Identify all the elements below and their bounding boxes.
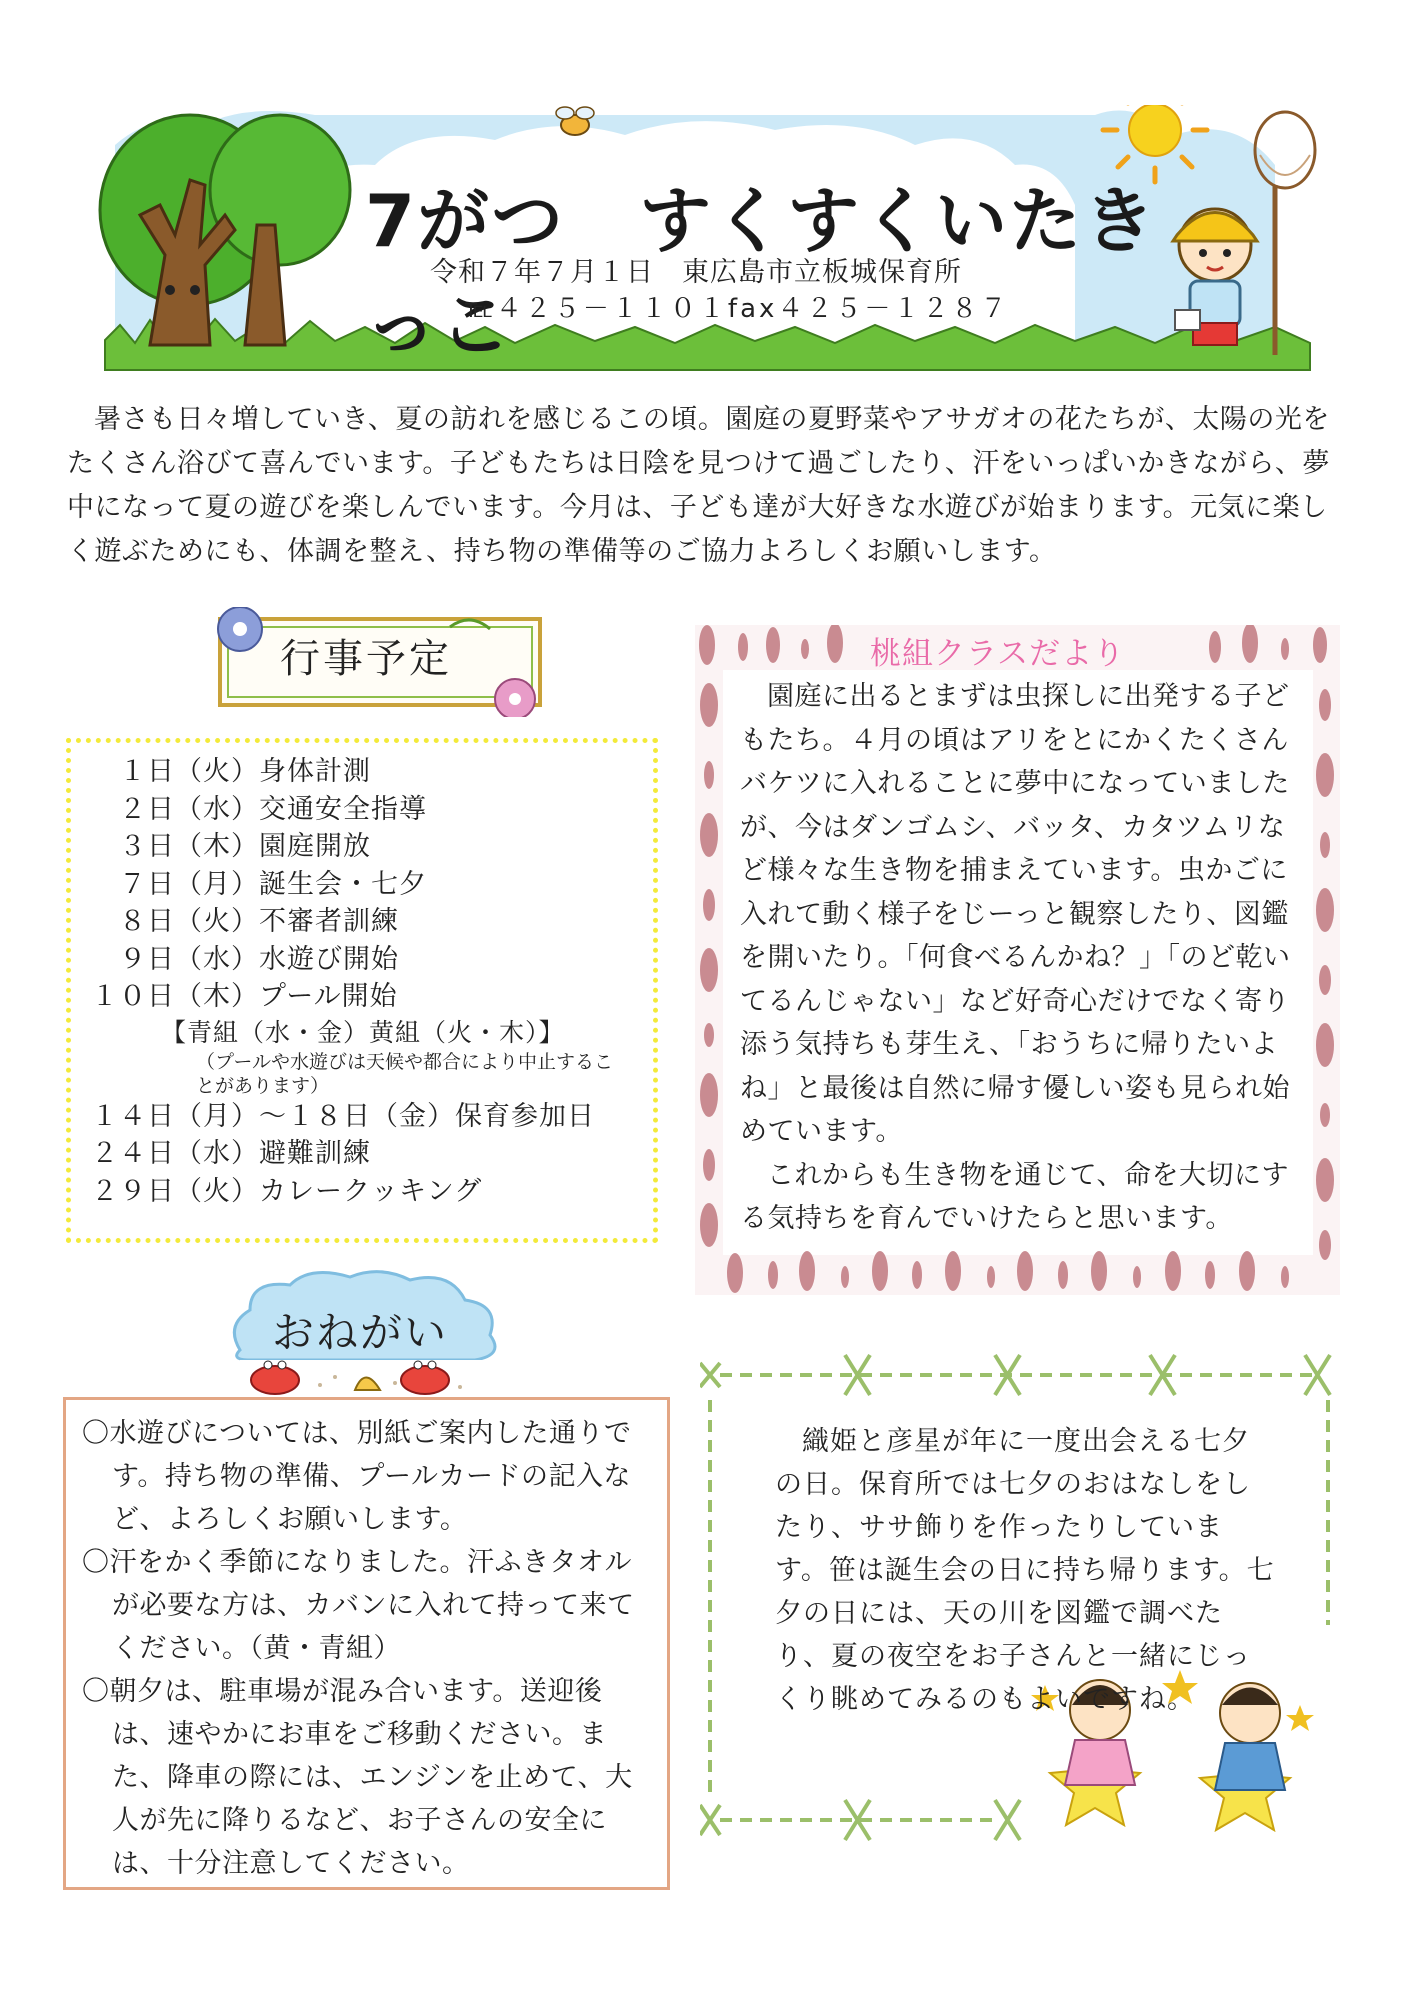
event-item: ８日（火）不審者訓練 <box>91 906 399 937</box>
requests-heading-frame <box>220 1265 510 1400</box>
pool-schedule-note: 【青組（水・金）黄組（火・木）】 <box>161 1017 565 1047</box>
requests-list <box>63 1397 670 1890</box>
morning-glory-icon <box>218 607 262 651</box>
newsletter-title: 7がつ すくすくいたきっこ <box>365 179 1158 367</box>
momo-class-section <box>695 625 1340 1295</box>
event-item: １４日（月）～１８日（金）保育参加日 <box>91 1100 595 1132</box>
request-item: 〇水遊びについては、別紙ご案内した通りです。持ち物の準備、プールカードの記入など、よろしくお願いします。 <box>82 1418 632 1535</box>
event-item: １日（火）身体計測 <box>91 756 371 787</box>
event-item: ２日（水）交通安全指導 <box>91 793 427 825</box>
morning-glory-icon <box>495 679 535 717</box>
tanabata-section <box>700 1345 1340 1865</box>
pool-cancel-note: （プールや水遊びは天候や都合により中止することがあります） <box>196 1050 614 1097</box>
contact-phone-fax: ℡４２５－１１０１fax４２５－１２８７ <box>465 294 1010 324</box>
intro-paragraph: 暑さも日々増していき、夏の訪れを感じるこの頃。園庭の夏野菜やアサガオの花たちが、太陽の光をたくさん浴びて喜んでいます。子どもたちは日陰を見つけて過ごしたり、汗をいっぱいかきながら、夢中になって夏の遊びを楽しんでいます。今月は、子ども達が大好きな水遊びが始まります。元気に楽しく遊ぶためにも、体調を整え、持ち物の準備等のご協力よろしくお願いします。 <box>67 404 1330 567</box>
event-item: ９日（水）水遊び開始 <box>91 943 399 975</box>
header-banner <box>95 105 1325 375</box>
momo-class-heading: 桃組クラスだより <box>870 636 1126 672</box>
event-item: ２４日（水）避難訓練 <box>91 1138 371 1169</box>
events-heading: 行事予定 <box>280 636 452 682</box>
request-item: 〇朝夕は、駐車場が混み合います。送迎後は、速やかにお車をご移動ください。また、降車の際には、エンジンを止めて、大人が先に降りるなど、お子さんの安全には、十分注意してください。 <box>82 1676 633 1879</box>
momo-class-text <box>740 675 1305 1241</box>
requests-heading: おねがい <box>272 1308 449 1357</box>
event-item: ７日（月）誕生会・七夕 <box>91 868 427 900</box>
tanabata-text: 織姫と彦星が年に一度出会える七夕の日。保育所では七夕のおはなしをしたり、ササ飾りを作ったりしています。笹は誕生会の日に持ち帰ります。七夕の日には、天の川を図鑑で調べたり、夏の夜空をお子さんと一緒にじっくり眺めてみるのもよいですね。 <box>775 1426 1275 1715</box>
request-item: 〇汗をかく季節になりました。汗ふきタオルが必要な方は、カバンに入れて持って来てください。（黄・青組） <box>82 1547 635 1664</box>
momo-paragraph-1: 園庭に出るとまずは虫探しに出発する子どもたち。４月の頃はアリをとにかくたくさんバケツに入れることに夢中になっていましたが、今はダンゴムシ、バッタ、カタツムリなど様々な生き物を捕まえています。虫かごに入れて動く様子をじーっと観察したり、図鑑を開いたり。「何食べるんかね？」「のど乾いてるんじゃない」など好奇心だけでなく寄り添う気持ちも芽生え、「おうちに帰りたいよね」と最後は自然に帰す優しい姿も見られ始めています。 <box>740 681 1291 1147</box>
momo-paragraph-2: これからも生き物を通じて、命を大切にする気持ちを育んでいけたらと思います。 <box>740 1159 1289 1234</box>
event-item: ２９日（火）カレークッキング <box>91 1175 483 1207</box>
event-item: ３日（木）園庭開放 <box>91 831 371 862</box>
issue-date-and-facility: 令和７年７月１日 東広島市立板城保育所 <box>430 257 962 288</box>
event-item: １０日（木）プール開始 <box>91 981 398 1012</box>
events-list <box>66 738 658 1243</box>
events-heading-frame <box>210 607 550 717</box>
